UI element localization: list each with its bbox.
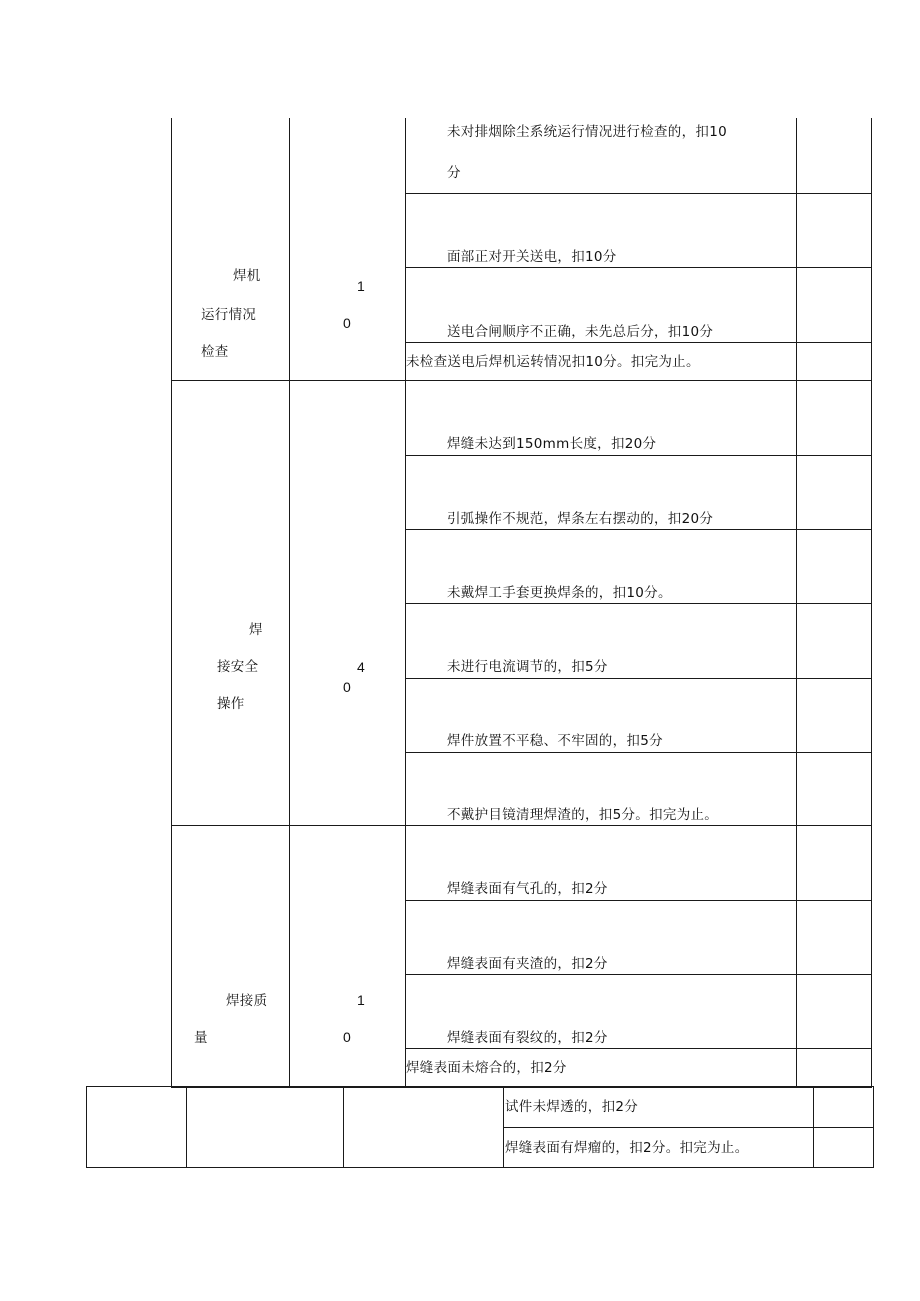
deduction-item: 未检查送电后焊机运转情况扣10分。扣完为止。 — [406, 354, 700, 370]
table-border-left — [86, 1086, 87, 1168]
row-divider — [405, 529, 872, 530]
row-divider — [405, 193, 872, 194]
deduction-item: 不戴护目镜清理焊渣的，扣5分。扣完为止。 — [447, 807, 719, 823]
deduction-item: 焊缝未达到150mm长度，扣20分 — [447, 436, 657, 452]
section-score-digit: 0 — [343, 1029, 351, 1045]
table-border-right — [873, 1086, 874, 1168]
deduction-item: 未戴焊工手套更换焊条的，扣10分。 — [447, 585, 672, 601]
section-name-line: 接安全 — [217, 659, 259, 675]
section-divider — [171, 380, 872, 381]
deduction-item: 焊缝表面未熔合的，扣2分 — [406, 1060, 567, 1076]
section-name-line: 运行情况 — [201, 307, 257, 323]
column-divider — [343, 1086, 344, 1168]
row-divider — [405, 342, 872, 343]
section-name-line: 焊机 — [233, 268, 261, 284]
table-border-left — [171, 118, 172, 1088]
row-divider — [405, 900, 872, 901]
section-name-line: 操作 — [217, 696, 245, 712]
section-name-line: 量 — [194, 1030, 208, 1046]
table-border-bottom — [171, 1087, 872, 1088]
deduction-item: 引弧操作不规范，焊条左右摆动的，扣20分 — [447, 511, 714, 527]
section-score-digit: 1 — [357, 278, 365, 294]
row-divider — [405, 267, 872, 268]
column-divider — [503, 1086, 504, 1168]
table-border-bottom — [86, 1167, 874, 1168]
row-divider — [405, 974, 872, 975]
deduction-item: 焊缝表面有裂纹的，扣2分 — [447, 1030, 608, 1046]
row-divider — [405, 1048, 872, 1049]
section-score-digit: 0 — [343, 315, 351, 331]
deduction-item: 试件未焊透的，扣2分 — [505, 1099, 639, 1115]
row-divider — [405, 455, 872, 456]
deduction-item: 分 — [447, 165, 461, 181]
section-score-digit: 1 — [357, 992, 365, 1008]
column-divider — [289, 118, 290, 1088]
section-score-digit: 0 — [343, 679, 351, 695]
section-name-line: 焊接质 — [226, 993, 268, 1009]
row-divider — [405, 678, 872, 679]
column-divider — [813, 1086, 814, 1168]
table-border-top — [86, 1086, 874, 1087]
row-divider — [503, 1127, 874, 1128]
deduction-item: 未进行电流调节的，扣5分 — [447, 659, 608, 675]
row-divider — [405, 752, 872, 753]
deduction-item: 未对排烟除尘系统运行情况进行检查的，扣10 — [447, 124, 727, 140]
deduction-item: 送电合闸顺序不正确，未先总后分，扣10分 — [447, 324, 714, 340]
section-divider — [171, 825, 872, 826]
section-score-digit: 4 — [357, 659, 365, 675]
column-divider — [186, 1086, 187, 1168]
deduction-item: 焊缝表面有气孔的，扣2分 — [447, 881, 608, 897]
deduction-item: 面部正对开关送电，扣10分 — [447, 249, 617, 265]
section-name-line: 焊 — [249, 622, 263, 638]
row-divider — [405, 603, 872, 604]
deduction-item: 焊缝表面有焊瘤的，扣2分。扣完为止。 — [505, 1140, 749, 1156]
section-name-line: 检查 — [201, 344, 229, 360]
deduction-item: 焊件放置不平稳、不牢固的，扣5分 — [447, 733, 663, 749]
deduction-item: 焊缝表面有夹渣的，扣2分 — [447, 956, 608, 972]
